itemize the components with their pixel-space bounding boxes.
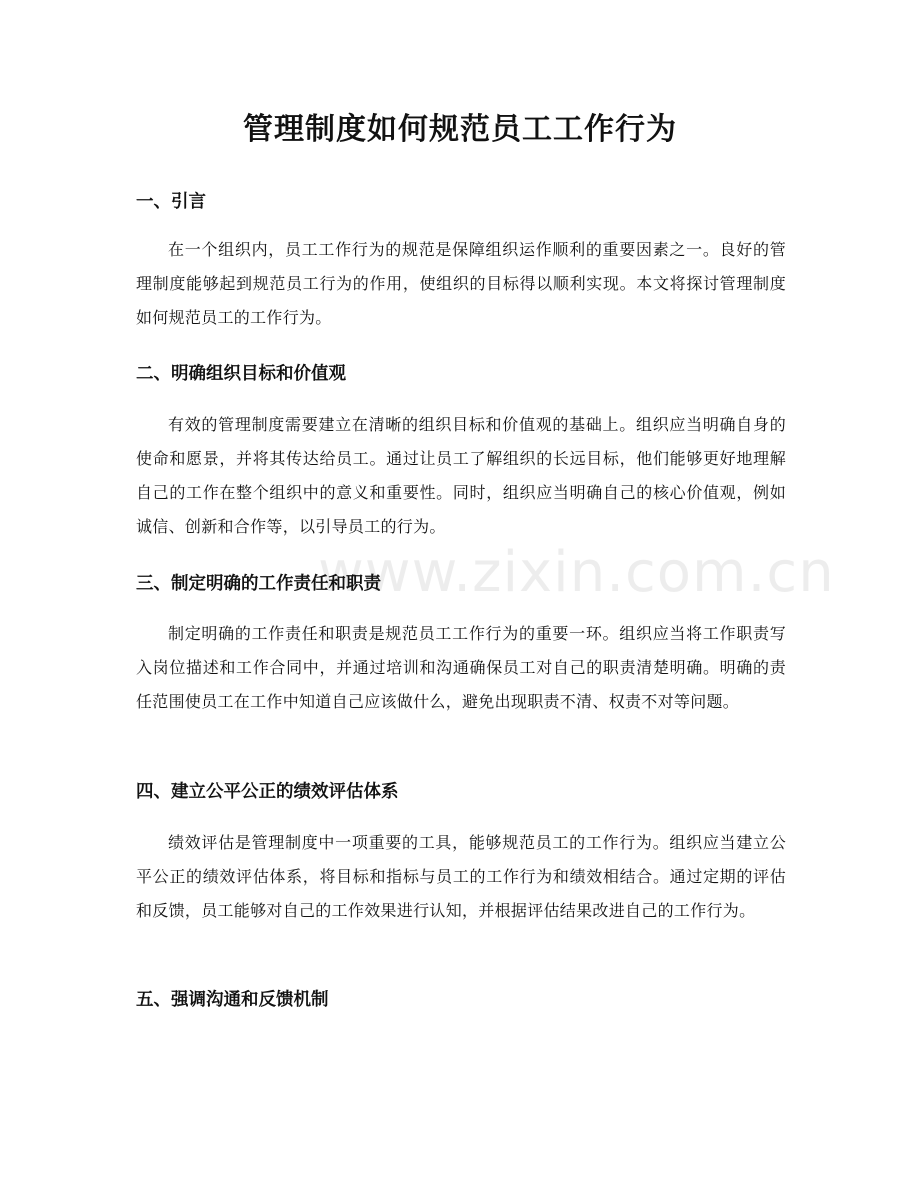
section-body-intro: 在一个组织内，员工工作行为的规范是保障组织运作顺利的重要因素之一。良好的管理制度能够起到规范员工行为的作用，使组织的目标得以顺利实现。本文将探讨管理制度如何规范员工的工作行为。 (136, 240, 786, 327)
section-heading-communication: 五、强调沟通和反馈机制 (136, 990, 329, 1010)
section-heading-responsibilities: 三、制定明确的工作责任和职责 (136, 574, 381, 594)
page-title: 管理制度如何规范员工工作行为 (243, 112, 677, 147)
section-heading-goals: 二、明确组织目标和价值观 (136, 364, 346, 384)
section-body-performance: 绩效评估是管理制度中一项重要的工具，能够规范员工的工作行为。组织应当建立公平公正的绩效评估体系，将目标和指标与员工的工作行为和绩效相结合。通过定期的评估和反馈，员工能够对自己的工作效果进行认知，并根据评估结果改进自己的工作行为。 (136, 833, 786, 920)
watermark: www.zixin.com.cn (318, 540, 835, 605)
section-heading-performance: 四、建立公平公正的绩效评估体系 (136, 782, 399, 802)
section-body-responsibilities: 制定明确的工作责任和职责是规范员工工作行为的重要一环。组织应当将工作职责写入岗位描述和工作合同中，并通过培训和沟通确保员工对自己的职责清楚明确。明确的责任范围使员工在工作中知道自己应该做什么，避免出现职责不清、权责不对等问题。 (136, 624, 786, 711)
section-body-goals: 有效的管理制度需要建立在清晰的组织目标和价值观的基础上。组织应当明确自身的使命和愿景，并将其传达给员工。通过让员工了解组织的长远目标，他们能够更好地理解自己的工作在整个组织中的意义和重要性。同时，组织应当明确自己的核心价值观，例如诚信、创新和合作等，以引导员工的行为。 (136, 415, 786, 536)
section-heading-intro: 一、引言 (136, 192, 206, 212)
